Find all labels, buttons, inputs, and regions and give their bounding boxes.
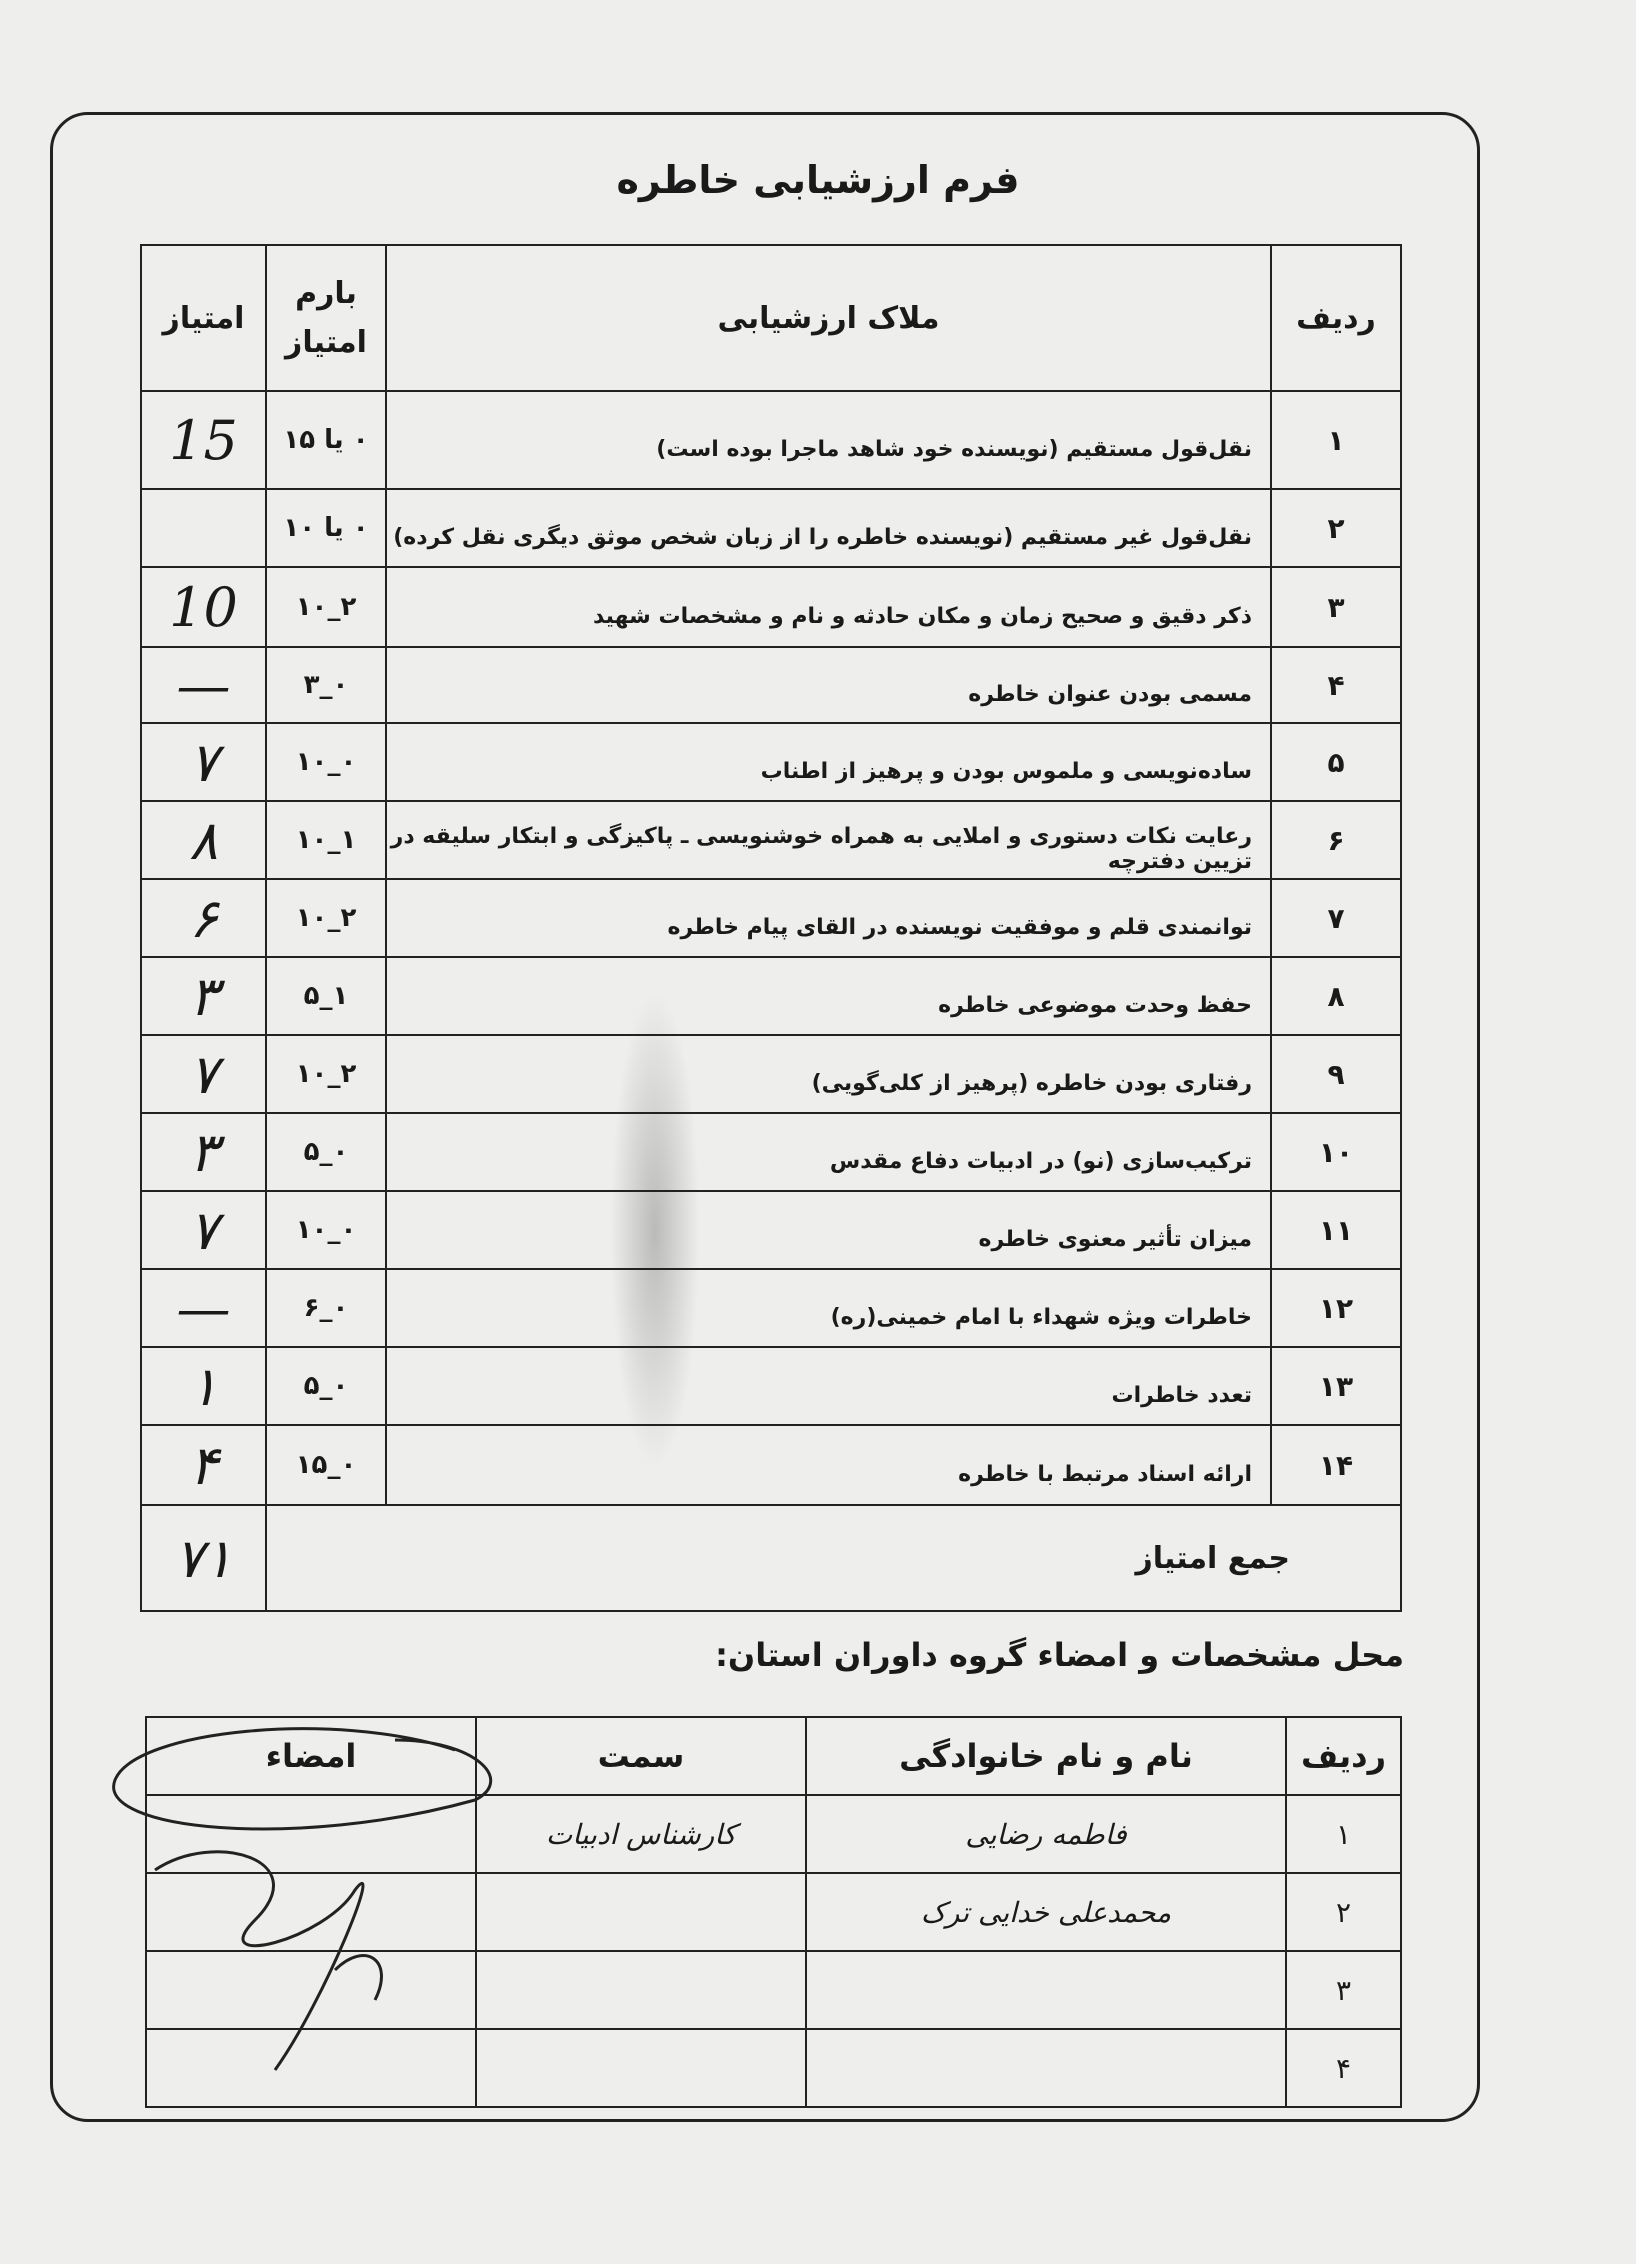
jury-member-position bbox=[476, 1951, 806, 2029]
jury-row bbox=[146, 2029, 1401, 2107]
header-criterion: ملاک ارزشیابی bbox=[386, 245, 1271, 391]
criterion: تعدد خاطرات bbox=[386, 1347, 1271, 1425]
row-number: ۱۰ bbox=[1271, 1113, 1401, 1191]
awarded-score: ۳ bbox=[141, 1113, 266, 1191]
jury-member-name: فاطمه رضایی bbox=[806, 1795, 1286, 1873]
row-number: ۲ bbox=[1271, 489, 1401, 567]
row-number: ۱ bbox=[1271, 391, 1401, 489]
jury-header-position: سمت bbox=[476, 1717, 806, 1795]
evaluation-row bbox=[141, 489, 1401, 567]
score-range: ۲_۱۰ bbox=[266, 879, 386, 957]
jury-row bbox=[146, 1951, 1401, 2029]
evaluation-row bbox=[141, 1191, 1401, 1269]
row-number: ۶ bbox=[1271, 801, 1401, 879]
criterion: ساده‌نویسی و ملموس بودن و پرهیز از اطناب bbox=[386, 723, 1271, 801]
score-range: ۲_۱۰ bbox=[266, 1035, 386, 1113]
jury-member-name bbox=[806, 1951, 1286, 2029]
score-range: ۱_۵ bbox=[266, 957, 386, 1035]
score-range: ۰_۱۰ bbox=[266, 1191, 386, 1269]
row-number: ۴ bbox=[1271, 647, 1401, 723]
awarded-score: ۷ bbox=[141, 723, 266, 801]
evaluation-row bbox=[141, 391, 1401, 489]
row-number: ۵ bbox=[1271, 723, 1401, 801]
awarded-score: ۷ bbox=[141, 1035, 266, 1113]
jury-member-signature bbox=[146, 2029, 476, 2107]
criterion: حفظ وحدت موضوعی خاطره bbox=[386, 957, 1271, 1035]
awarded-score bbox=[141, 489, 266, 567]
header-range-line2: امتیاز bbox=[285, 325, 367, 360]
row-number: ۳ bbox=[1271, 567, 1401, 647]
evaluation-row bbox=[141, 1347, 1401, 1425]
jury-row-number: ۴ bbox=[1286, 2029, 1401, 2107]
score-range: ۲_۱۰ bbox=[266, 567, 386, 647]
row-number: ۹ bbox=[1271, 1035, 1401, 1113]
row-number: ۸ bbox=[1271, 957, 1401, 1035]
evaluation-row bbox=[141, 879, 1401, 957]
criterion: نقل‌قول مستقیم (نویسنده خود شاهد ماجرا بوده است) bbox=[386, 391, 1271, 489]
criterion: توانمندی قلم و موفقیت نویسنده در القای پیام خاطره bbox=[386, 879, 1271, 957]
criterion: نقل‌قول غیر مستقیم (نویسنده خاطره را از زبان شخص موثق دیگری نقل کرده) bbox=[386, 489, 1271, 567]
form-title: فرم ارزشیابی خاطره bbox=[616, 158, 1020, 202]
score-range: ۰_۶ bbox=[266, 1269, 386, 1347]
score-range: ۰_۳ bbox=[266, 647, 386, 723]
awarded-score: ۷ bbox=[141, 1191, 266, 1269]
jury-member-signature bbox=[146, 1795, 476, 1873]
total-label: جمع امتیاز bbox=[266, 1505, 1401, 1611]
score-range: ۰ یا ۱۰ bbox=[266, 489, 386, 567]
awarded-score: ۱ bbox=[141, 1347, 266, 1425]
criterion: میزان تأثیر معنوی خاطره bbox=[386, 1191, 1271, 1269]
awarded-score: 10 bbox=[141, 567, 266, 647]
row-number: ۷ bbox=[1271, 879, 1401, 957]
awarded-score: — bbox=[141, 1269, 266, 1347]
evaluation-row bbox=[141, 1269, 1401, 1347]
row-number: ۱۴ bbox=[1271, 1425, 1401, 1505]
score-range: ۱_۱۰ bbox=[266, 801, 386, 879]
criterion: خاطرات ویژه شهداء با امام خمینی(ره) bbox=[386, 1269, 1271, 1347]
criterion: رفتاری بودن خاطره (پرهیز از کلی‌گویی) bbox=[386, 1035, 1271, 1113]
jury-member-signature bbox=[146, 1951, 476, 2029]
criterion: ترکیب‌سازی (نو) در ادبیات دفاع مقدس bbox=[386, 1113, 1271, 1191]
awarded-score: ۶ bbox=[141, 879, 266, 957]
jury-section-title: محل مشخصات و امضاء گروه داوران استان: bbox=[715, 1636, 1404, 1674]
awarded-score: ۴ bbox=[141, 1425, 266, 1505]
jury-header-row: ردیف bbox=[1286, 1717, 1401, 1795]
evaluation-row bbox=[141, 801, 1401, 879]
header-range bbox=[266, 245, 386, 391]
criterion: ارائه اسناد مرتبط با خاطره bbox=[386, 1425, 1271, 1505]
score-range: ۰_۵ bbox=[266, 1113, 386, 1191]
evaluation-row bbox=[141, 567, 1401, 647]
evaluation-row bbox=[141, 723, 1401, 801]
row-number: ۱۲ bbox=[1271, 1269, 1401, 1347]
jury-row-number: ۱ bbox=[1286, 1795, 1401, 1873]
score-range: ۰_۱۰ bbox=[266, 723, 386, 801]
evaluation-row bbox=[141, 1113, 1401, 1191]
score-range: ۰ یا ۱۵ bbox=[266, 391, 386, 489]
header-row-number: ردیف bbox=[1271, 245, 1401, 391]
row-number: ۱۱ bbox=[1271, 1191, 1401, 1269]
evaluation-row bbox=[141, 647, 1401, 723]
score-range: ۰_۱۵ bbox=[266, 1425, 386, 1505]
jury-member-position bbox=[476, 1873, 806, 1951]
total-score: ۷۱ bbox=[141, 1505, 266, 1611]
header-score: امتیاز bbox=[141, 245, 266, 391]
criterion: رعایت نکات دستوری و املایی به همراه خوشنویسی ـ پاکیزگی و ابتکار سلیقه در تزیین دفترچه bbox=[386, 801, 1271, 879]
jury-row-number: ۳ bbox=[1286, 1951, 1401, 2029]
jury-member-signature bbox=[146, 1873, 476, 1951]
row-number: ۱۳ bbox=[1271, 1347, 1401, 1425]
jury-member-name: محمدعلی خدایی ترک bbox=[806, 1873, 1286, 1951]
jury-member-name bbox=[806, 2029, 1286, 2107]
criterion: مسمی بودن عنوان خاطره bbox=[386, 647, 1271, 723]
evaluation-row bbox=[141, 1425, 1401, 1505]
jury-row bbox=[146, 1795, 1401, 1873]
awarded-score: ۳ bbox=[141, 957, 266, 1035]
evaluation-row bbox=[141, 1035, 1401, 1113]
jury-header-signature: امضاء bbox=[146, 1717, 476, 1795]
score-range: ۰_۵ bbox=[266, 1347, 386, 1425]
jury-row bbox=[146, 1873, 1401, 1951]
evaluation-table bbox=[140, 244, 1402, 1612]
evaluation-row bbox=[141, 957, 1401, 1035]
jury-member-position bbox=[476, 2029, 806, 2107]
jury-header-name: نام و نام خانوادگی bbox=[806, 1717, 1286, 1795]
awarded-score: ۸ bbox=[141, 801, 266, 879]
awarded-score: — bbox=[141, 647, 266, 723]
jury-member-position: کارشناس ادبیات bbox=[476, 1795, 806, 1873]
jury-table bbox=[145, 1716, 1402, 2108]
criterion: ذکر دقیق و صحیح زمان و مکان حادثه و نام و مشخصات شهید bbox=[386, 567, 1271, 647]
jury-row-number: ۲ bbox=[1286, 1873, 1401, 1951]
awarded-score: 15 bbox=[141, 391, 266, 489]
header-range-line1: بارم bbox=[295, 276, 357, 311]
